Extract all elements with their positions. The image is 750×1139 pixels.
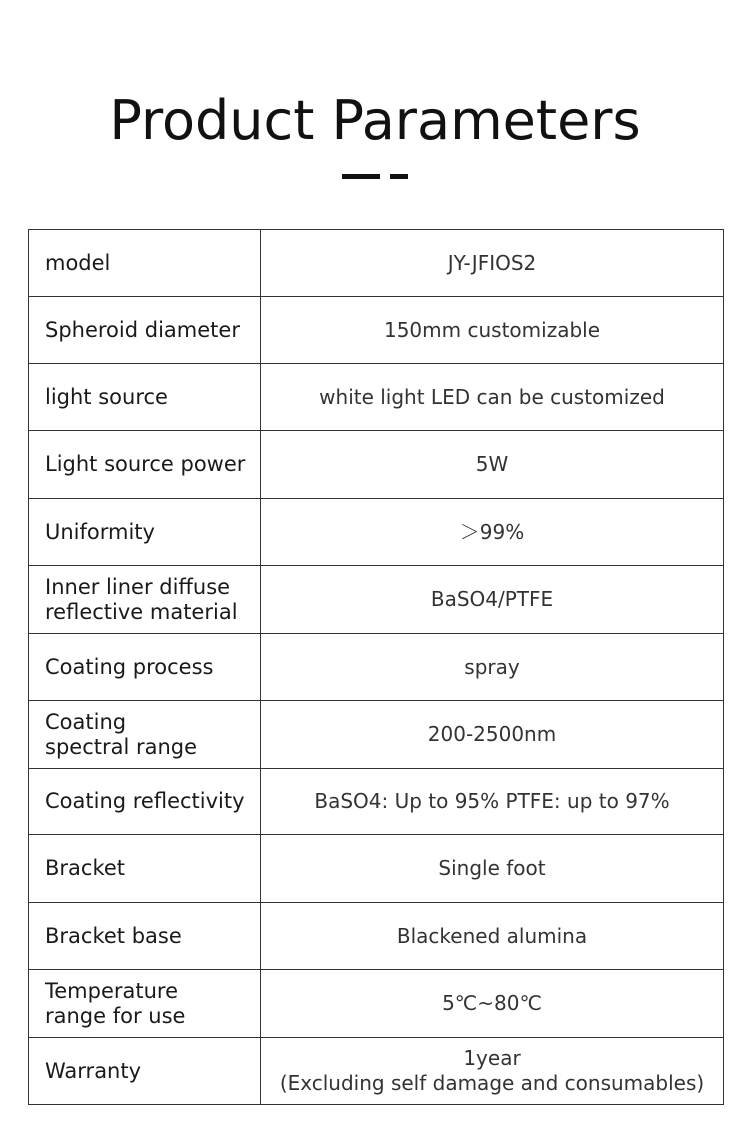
table-row — [29, 701, 724, 769]
param-label: model — [29, 230, 261, 297]
param-value: 1year (Excluding self damage and consumables) — [261, 1038, 724, 1105]
title-underline-decoration — [0, 174, 750, 180]
table-row — [29, 970, 724, 1038]
table-row — [29, 364, 724, 431]
parameters-table — [28, 229, 724, 1105]
underline-dash-short — [390, 174, 408, 179]
param-value: spray — [261, 634, 724, 701]
table-row — [29, 769, 724, 835]
param-label: Uniformity — [29, 499, 261, 566]
table-row — [29, 566, 724, 634]
param-value: Single foot — [261, 835, 724, 903]
param-label: Coating process — [29, 634, 261, 701]
table-row — [29, 634, 724, 701]
param-label: Spheroid diameter — [29, 297, 261, 364]
table-row — [29, 297, 724, 364]
param-label: Temperature range for use — [29, 970, 261, 1038]
table-row — [29, 835, 724, 903]
table-row — [29, 431, 724, 499]
table-row — [29, 499, 724, 566]
param-label: Bracket — [29, 835, 261, 903]
underline-dash-long — [342, 174, 380, 179]
param-value: 150mm customizable — [261, 297, 724, 364]
param-label: Warranty — [29, 1038, 261, 1105]
param-value: BaSO4: Up to 95% PTFE: up to 97% — [261, 769, 724, 835]
param-label: Bracket base — [29, 903, 261, 970]
param-label: Inner liner diffuse reflective material — [29, 566, 261, 634]
param-value: white light LED can be customized — [261, 364, 724, 431]
param-value: 5W — [261, 431, 724, 499]
param-value: BaSO4/PTFE — [261, 566, 724, 634]
param-value: Blackened alumina — [261, 903, 724, 970]
param-value: ＞99% — [261, 499, 724, 566]
page-title: Product Parameters — [109, 89, 641, 152]
table-row — [29, 230, 724, 297]
param-label: Light source power — [29, 431, 261, 499]
param-value: JY-JFIOS2 — [261, 230, 724, 297]
table-row — [29, 1038, 724, 1105]
table-row — [29, 903, 724, 970]
param-value: 5℃~80℃ — [261, 970, 724, 1038]
param-label: Coating reflectivity — [29, 769, 261, 835]
param-value: 200-2500nm — [261, 701, 724, 769]
param-label: light source — [29, 364, 261, 431]
param-label: Coating spectral range — [29, 701, 261, 769]
